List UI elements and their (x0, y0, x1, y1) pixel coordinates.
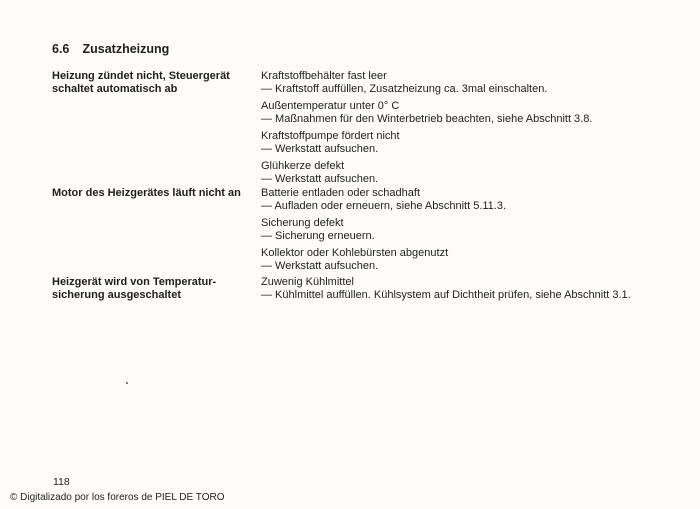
cause-title: Sicherung defekt (261, 217, 344, 229)
cause-list (261, 276, 681, 306)
cause-title: Außentemperatur unter 0° C (261, 100, 400, 112)
cause-item (261, 217, 681, 243)
problem-title-line: sicherung ausgeschaltet (52, 289, 181, 301)
section-title: Zusatzheizung (82, 42, 170, 56)
cause-item (261, 276, 681, 302)
section-number: 6.6 (52, 42, 70, 56)
problem-heading (52, 187, 252, 200)
cause-remedy: — Maßnahmen für den Winterbetrieb beachten, siehe Abschnitt 3.8. (261, 113, 593, 125)
cause-title: Batterie entladen oder schadhaft (261, 187, 421, 199)
problem-title-line: Heizgerät wird von Temperatur- (52, 276, 217, 288)
cause-remedy: — Werkstatt aufsuchen. (261, 143, 379, 155)
cause-remedy: — Sicherung erneuern. (261, 230, 375, 242)
cause-list (261, 187, 681, 277)
cause-remedy: — Aufladen oder erneuern, siehe Abschnitt 5.11.3. (261, 200, 507, 212)
cause-title: Glühkerze defekt (261, 160, 345, 172)
cause-item (261, 160, 681, 186)
cause-remedy: — Werkstatt aufsuchen. (261, 173, 379, 185)
cause-title: Kraftstoffpumpe fördert nicht (261, 130, 400, 142)
cause-item (261, 70, 681, 96)
cause-item (261, 100, 681, 126)
print-speck (126, 382, 128, 384)
cause-item (261, 247, 681, 273)
problem-title-line: Heizung zündet nicht, Steuergerät (52, 70, 230, 82)
cause-remedy: — Werkstatt aufsuchen. (261, 260, 379, 272)
problem-title-line: Motor des Heizgerätes läuft nicht an (52, 187, 241, 199)
cause-title: Kraftstoffbehälter fast leer (261, 70, 387, 82)
cause-remedy: — Kraftstoff auffüllen, Zusatzheizung ca. 3mal einschalten. (261, 83, 548, 95)
page-number: 118 (53, 476, 70, 488)
cause-item (261, 187, 681, 213)
cause-item (261, 130, 681, 156)
problem-title-line: schaltet automatisch ab (52, 83, 178, 95)
cause-remedy: — Kühlmittel auffüllen. Kühlsystem auf Dichtheit prüfen, siehe Abschnitt 3.1. (261, 289, 631, 301)
cause-title: Zuwenig Kühlmittel (261, 276, 354, 288)
section-heading (52, 42, 169, 56)
cause-list (261, 70, 681, 190)
cause-title: Kollektor oder Kohlebürsten abgenutzt (261, 247, 449, 259)
problem-heading (52, 276, 252, 302)
problem-heading (52, 70, 252, 96)
footer-credit: © Digitalizado por los foreros de PIEL DE TORO (10, 492, 225, 503)
